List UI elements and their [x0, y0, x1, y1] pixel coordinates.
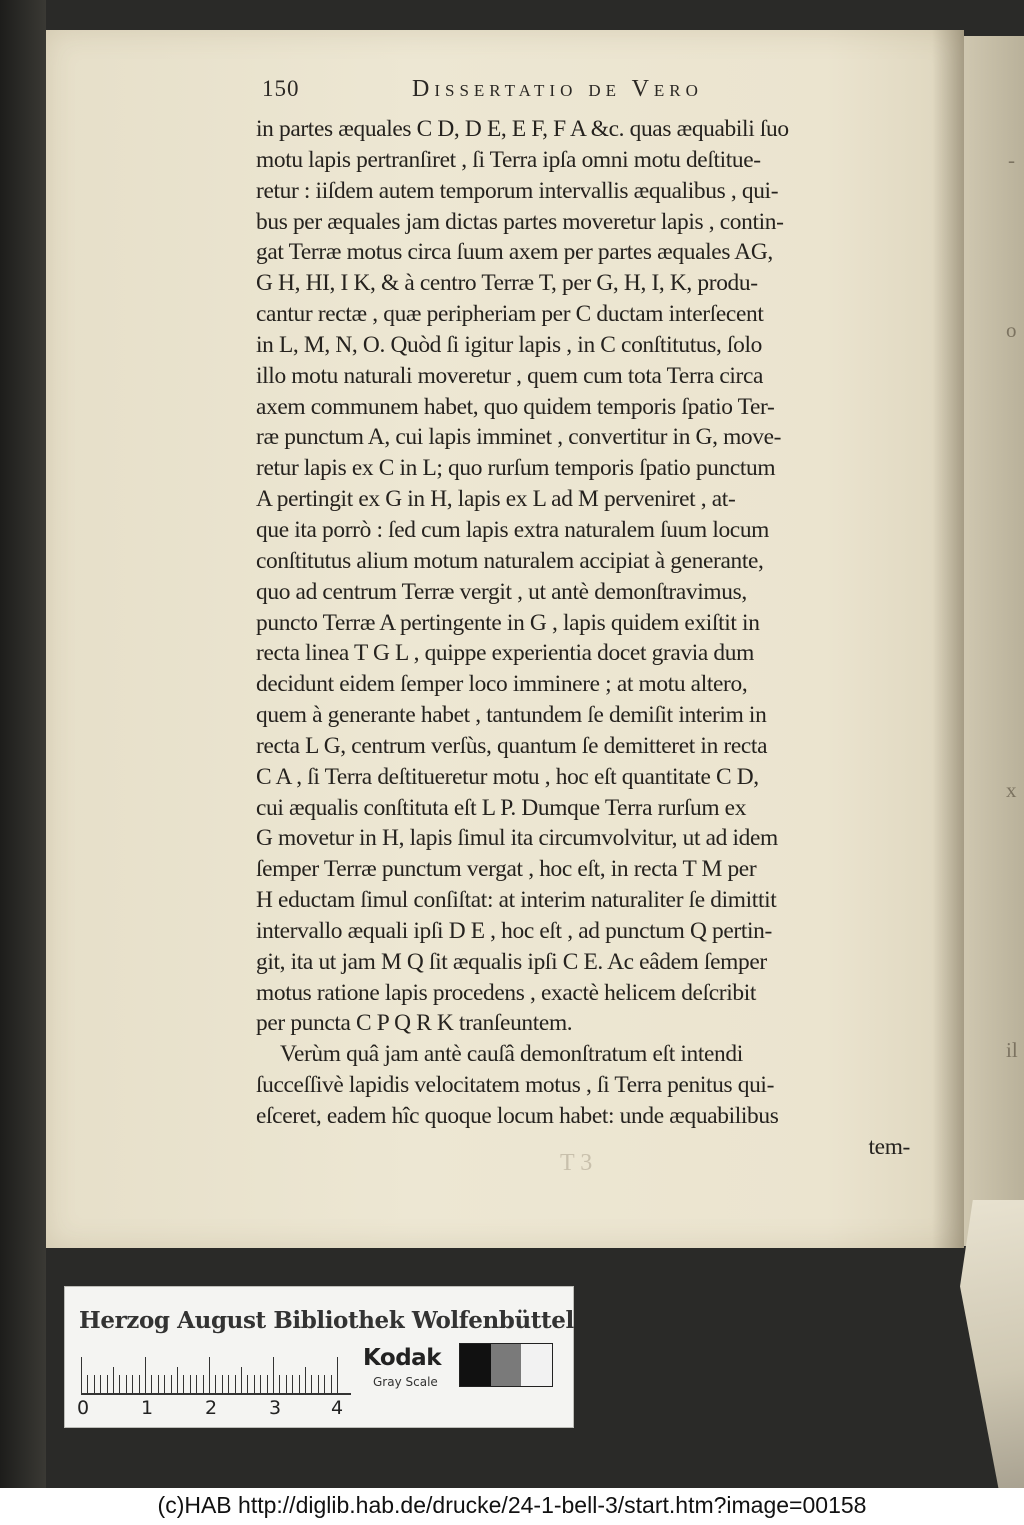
- ruler-tick: [324, 1375, 325, 1393]
- text-line: conſtitutus alium motum naturalem accipiat à generante,: [256, 547, 764, 574]
- facing-page-curl: [960, 1200, 1024, 1488]
- ruler-tick: [311, 1375, 312, 1393]
- ruler-tick: [254, 1375, 255, 1393]
- text-line: cui æqualis conſtituta eſt L P. Dumque Terra rurſum ex: [256, 794, 747, 821]
- color-target-card: [64, 1286, 574, 1428]
- text-line: in L, M, N, O. Quòd ſi igitur lapis , in C conſtitutus, ſolo: [256, 331, 762, 358]
- page-gutter-shadow: [932, 30, 964, 1248]
- text-line: H eductam ſimul conſiſtat: at interim naturaliter ſe dimittit: [256, 887, 777, 914]
- text-line: retur : iiſdem autem temporum intervallis æqualibus , qui-: [256, 177, 779, 204]
- ruler-tick: [183, 1375, 184, 1393]
- text-line: per puncta C P Q R K tranſeuntem.: [256, 1010, 573, 1037]
- bleed-mark: il: [1006, 1038, 1018, 1062]
- ruler-tick: [209, 1357, 210, 1393]
- catchword: tem-: [868, 1133, 910, 1160]
- ruler-tick: [190, 1375, 191, 1393]
- text-line: Verùm quâ jam antè cauſâ demonſtratum eſt intendi: [280, 1041, 743, 1068]
- page-number: 150: [262, 76, 300, 101]
- ruler-tick: [331, 1375, 332, 1393]
- ruler-tick: [222, 1375, 223, 1393]
- text-line: illo motu naturali moveretur , quem cum tota Terra circa: [256, 362, 764, 389]
- ruler-tick: [305, 1367, 306, 1393]
- ruler-tick: [241, 1367, 242, 1393]
- facing-page-edge: [964, 36, 1024, 1246]
- ruler-tick: [196, 1375, 197, 1393]
- ruler-tick: [100, 1375, 101, 1393]
- swatch-gray: [491, 1344, 522, 1386]
- ruler-tick: [81, 1357, 82, 1393]
- ruler-tick: [87, 1375, 88, 1393]
- ruler-tick: [132, 1375, 133, 1393]
- copyright-url: (c)HAB http://diglib.hab.de/drucke/24-1-bell-3/start.htm?image=00158: [157, 1492, 867, 1518]
- ruler-label: 1: [141, 1397, 154, 1419]
- ruler-tick: [119, 1375, 120, 1393]
- text-line: G H, HI, I K, & à centro Terræ T, per G, H, I, K, produ-: [256, 270, 758, 297]
- text-line: git, ita ut jam M Q ſit æqualis ipſi C E. Ac eâdem ſemper: [256, 948, 767, 975]
- text-line: puncto Terræ A pertingente in G , lapis quidem exiſtit in: [256, 609, 760, 636]
- ruler-label: 3: [269, 1397, 282, 1419]
- ruler-tick: [164, 1375, 165, 1393]
- ruler-tick: [177, 1367, 178, 1393]
- text-line: C A , ſi Terra deſtitueretur motu , hoc eſt quantitate C D,: [256, 763, 759, 790]
- ruler-tick: [139, 1375, 140, 1393]
- text-line: recta linea T G L , quippe experientia docet gravia dum: [256, 640, 754, 667]
- swatch-white: [521, 1344, 552, 1386]
- ruler-tick: [151, 1375, 152, 1393]
- text-line: cantur rectæ , quæ peripheriam per C ductam interſecent: [256, 301, 764, 328]
- bleed-mark: -: [1008, 148, 1015, 172]
- measurement-ruler: [81, 1353, 351, 1395]
- text-line: motu lapis pertranſiret , ſi Terra ipſa omni motu deſtitue-: [256, 146, 761, 173]
- running-title: Dissertatio de Vero: [412, 76, 703, 102]
- swatch-black: [460, 1344, 491, 1386]
- ruler-tick: [235, 1375, 236, 1393]
- bleed-mark: x: [1006, 778, 1017, 802]
- text-line: in partes æquales C D, D E, E F, F A &c. quas æquabili ſuo: [256, 116, 789, 142]
- text-line: motus ratione lapis procedens , exactè helicem deſcribit: [256, 979, 756, 1006]
- ruler-tick: [286, 1375, 287, 1393]
- ruler-tick: [267, 1375, 268, 1393]
- ruler-tick: [215, 1375, 216, 1393]
- running-head: [262, 72, 922, 112]
- ruler-tick: [203, 1375, 204, 1393]
- ruler-tick: [145, 1357, 146, 1393]
- text-line: gat Terræ motus circa ſuum axem per partes æquales AG,: [256, 239, 773, 266]
- ruler-tick: [299, 1375, 300, 1393]
- ruler-label: 4: [331, 1397, 344, 1419]
- text-line: intervallo æquali ipſi D E , hoc eſt , ad punctum Q pertin-: [256, 917, 772, 944]
- ruler-tick: [292, 1375, 293, 1393]
- text-line: G movetur in H, lapis ſimul ita circumvolvitur, ut ad idem: [256, 825, 778, 852]
- text-line: A pertingit ex G in H, lapis ex L ad M perveniret , at-: [256, 486, 736, 513]
- text-line: retur lapis ex C in L; quo rurſum temporis ſpatio punctum: [256, 455, 776, 482]
- ruler-tick: [273, 1357, 274, 1393]
- footer: [0, 1488, 1024, 1525]
- gray-scale-label: Gray Scale: [373, 1375, 438, 1389]
- ruler-tick: [113, 1367, 114, 1393]
- text-line: axem communem habet, quo quidem temporis ſpatio Ter-: [256, 393, 775, 420]
- ruler-tick: [279, 1375, 280, 1393]
- ruler-tick: [171, 1375, 172, 1393]
- ruler-tick: [247, 1375, 248, 1393]
- text-line: ſucceſſivè lapidis velocitatem motus , ſi Terra penitus qui-: [256, 1072, 775, 1099]
- ruler-tick: [337, 1357, 338, 1393]
- text-line: eſceret, eadem hîc quoque locum habet: unde æquabilibus: [256, 1103, 779, 1129]
- bleed-mark: o: [1006, 318, 1017, 342]
- text-line: que ita porrò : ſed cum lapis extra naturalem ſuum locum: [256, 516, 770, 543]
- kodak-logo: Kodak: [363, 1345, 441, 1371]
- text-line: quo ad centrum Terræ vergit , ut antè demonſtravimus,: [256, 578, 747, 605]
- text-line: decidunt eidem ſemper loco imminere ; at motu altero,: [256, 671, 748, 698]
- signature-mark: T 3: [560, 1150, 593, 1176]
- gray-scale-swatches: [459, 1343, 553, 1387]
- text-line: bus per æquales jam dictas partes moveretur lapis , contin-: [256, 208, 784, 235]
- library-name: Herzog August Bibliothek Wolfenbüttel: [79, 1307, 574, 1334]
- ruler-tick: [107, 1375, 108, 1393]
- scan-left-edge: [0, 0, 46, 1488]
- ruler-tick: [94, 1375, 95, 1393]
- ruler-tick: [158, 1375, 159, 1393]
- text-line: ſemper Terræ punctum vergat , hoc eſt, in recta T M per: [256, 856, 757, 883]
- text-line: recta L G, centrum verſùs, quantum ſe demitteret in recta: [256, 732, 768, 759]
- ruler-label: 2: [205, 1397, 218, 1419]
- ruler-tick: [260, 1375, 261, 1393]
- ruler-label: 0: [77, 1397, 90, 1419]
- text-line: ræ punctum A, cui lapis imminet , convertitur in G, move-: [256, 424, 782, 451]
- text-line: quem à generante habet , tantundem ſe demiſit interim in: [256, 702, 767, 729]
- ruler-tick: [126, 1375, 127, 1393]
- ruler-tick: [318, 1375, 319, 1393]
- ruler-tick: [228, 1375, 229, 1393]
- body-text: [256, 114, 916, 1163]
